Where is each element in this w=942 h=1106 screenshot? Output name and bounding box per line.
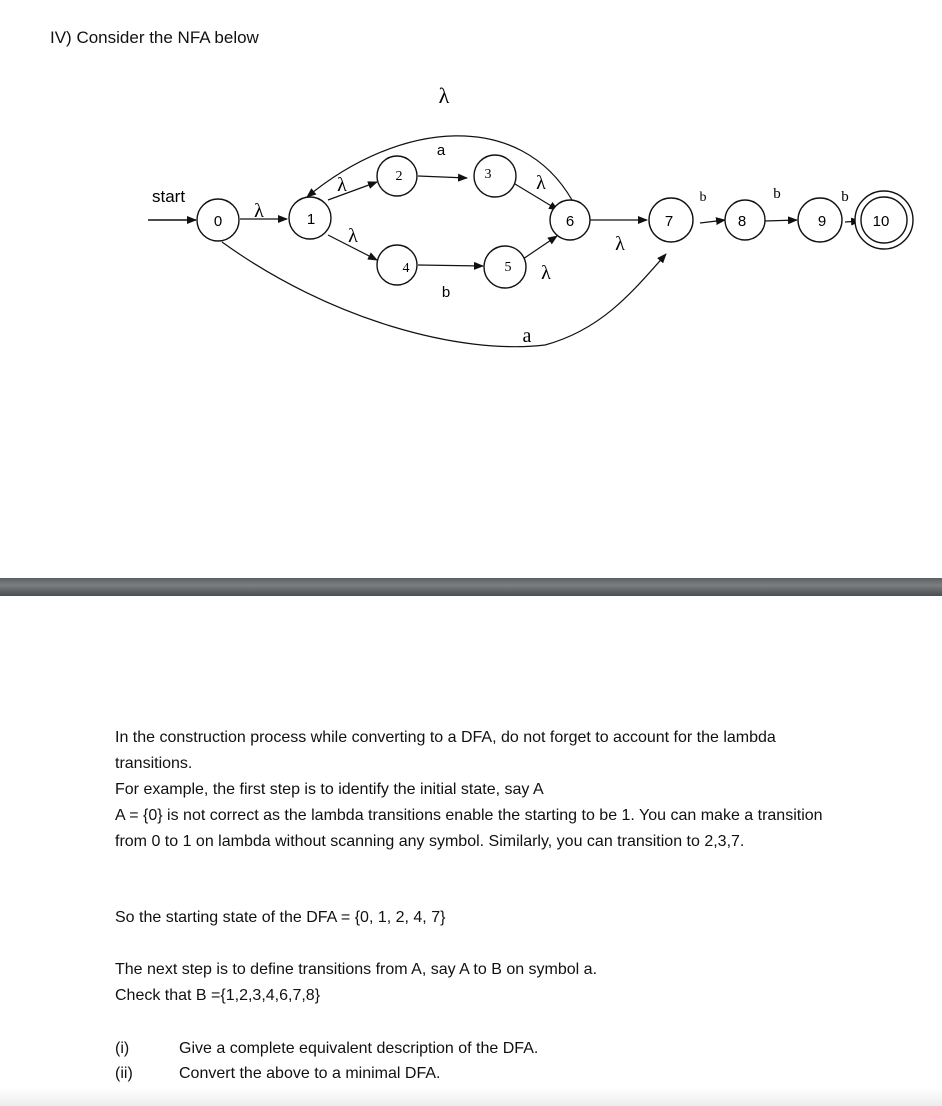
- state-3: [474, 155, 516, 197]
- instructions-block: [115, 725, 855, 855]
- state-label-6: 6: [565, 213, 575, 230]
- nfa-diagram: [0, 0, 942, 360]
- task-text: Convert the above to a minimal DFA.: [179, 1065, 441, 1082]
- edge-7-8: [700, 220, 725, 223]
- state-4: [377, 245, 417, 285]
- paragraph-lambda-note: In the construction process while converting to a DFA, do not forget to account for the lambda transitions.: [115, 729, 776, 772]
- label-6-7: λ: [615, 233, 625, 255]
- edge-2-3: [418, 176, 467, 178]
- question-heading: IV) Consider the NFA below: [50, 28, 259, 47]
- task-text: Give a complete equivalent description of the DFA.: [179, 1040, 539, 1057]
- edge-5-6: [523, 236, 557, 259]
- task-item: [115, 1036, 538, 1061]
- label-2-3: a: [436, 142, 446, 159]
- label-0-7: a: [522, 325, 532, 347]
- state-label-1: 1: [306, 211, 316, 228]
- task-item: [115, 1061, 538, 1086]
- edge-1-2: [328, 182, 377, 200]
- label-3-6: λ: [536, 172, 546, 194]
- state-label-2: 2: [395, 169, 403, 184]
- state-label-5: 5: [504, 260, 512, 275]
- state-label-7: 7: [664, 213, 674, 230]
- next-step-line: The next step is to define transitions from A, say A to B on symbol a.: [115, 961, 598, 978]
- state-label-0: 0: [213, 213, 223, 230]
- edge-8-9: [765, 220, 797, 221]
- check-line: Check that B ={1,2,3,4,6,7,8}: [115, 987, 321, 1004]
- task-list: [115, 1036, 538, 1086]
- state-label-10: 10: [872, 213, 890, 230]
- label-0-1: λ: [254, 200, 264, 222]
- paragraph-explanation: A = {0} is not correct as the lambda transitions enable the starting to be 1. You can make a transition from 0 to 1 on lambda without scanning any symbol. Similarly, you can transition to 2,3,7.: [115, 807, 823, 850]
- state-label-3: 3: [484, 167, 492, 182]
- label-7-8: b: [699, 190, 707, 205]
- start-label: start: [152, 187, 186, 206]
- label-1-2: λ: [337, 174, 347, 196]
- state-label-4: 4: [402, 261, 410, 276]
- label-5-6: λ: [541, 262, 551, 284]
- task-number: (i): [115, 1040, 130, 1057]
- label-1-4: λ: [348, 225, 358, 247]
- state-label-9: 9: [817, 213, 827, 230]
- state-label-8: 8: [737, 213, 747, 230]
- section-divider: [0, 578, 942, 596]
- label-6-1: λ: [438, 83, 450, 108]
- paragraph-first-step: For example, the first step is to identify the initial state, say A: [115, 781, 544, 798]
- edge-4-5: [418, 265, 483, 266]
- next-step-block: [115, 957, 855, 1009]
- task-number: (ii): [115, 1065, 133, 1082]
- bottom-edge-shadow: [0, 1088, 942, 1106]
- label-4-5: b: [441, 284, 451, 301]
- start-state-line: So the starting state of the DFA = {0, 1, 2, 4, 7}: [115, 909, 446, 926]
- label-8-9: b: [773, 186, 781, 202]
- label-9-10: b: [841, 189, 849, 205]
